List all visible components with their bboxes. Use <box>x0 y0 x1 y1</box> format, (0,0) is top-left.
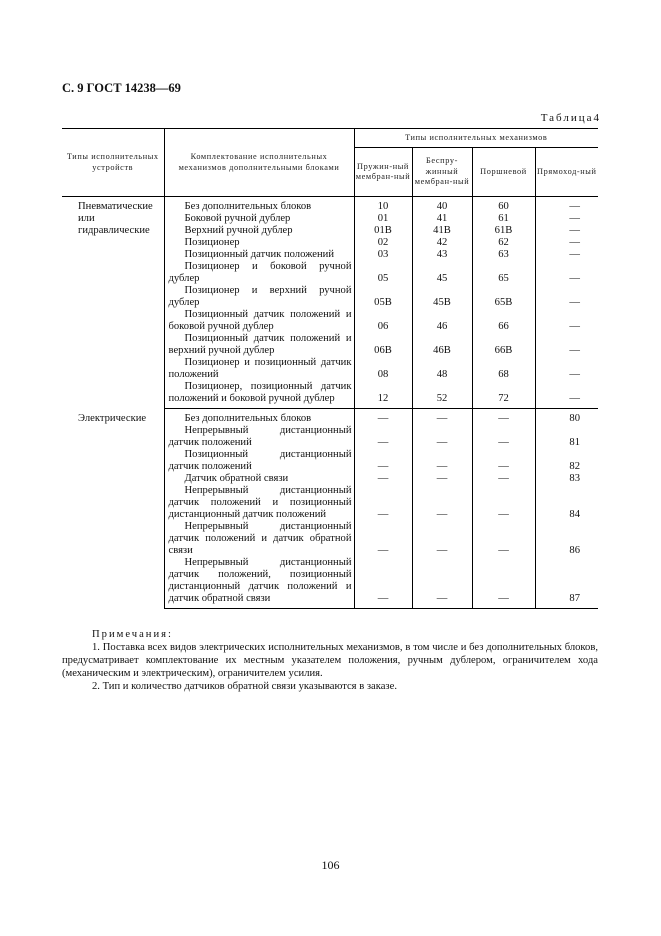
code-cell: 41 <box>412 213 472 225</box>
completion-cell: Позиционер и верхний ручной дублер <box>164 285 354 309</box>
code-cell: 03 <box>354 249 412 261</box>
code-cell: 65 <box>472 261 535 285</box>
code-cell: 63 <box>472 249 535 261</box>
code-cell: — <box>535 225 598 237</box>
code-cell: 06 <box>354 309 412 333</box>
code-cell: 45В <box>412 285 472 309</box>
code-cell: — <box>535 261 598 285</box>
code-cell: 10 <box>354 197 412 214</box>
completion-cell: Позиционный датчик положений <box>164 249 354 261</box>
device-type-cell: Пневматические или гидравлические <box>78 201 153 236</box>
notes <box>62 628 598 693</box>
note-1: 1. Поставка всех видов электрических исполнительных механизмов, в том числе и без дополнительных блоков, предусматривает комплектование их местным указателем положения, ручным дублером, ограничителем хода (механическим и электрическим), ограничителем усилия. <box>62 642 598 679</box>
code-cell: 48 <box>412 357 472 381</box>
code-cell: 05В <box>354 285 412 309</box>
completion-cell: Позиционный датчик положений и верхний ручной дублер <box>164 333 354 357</box>
code-cell: — <box>472 449 535 473</box>
code-cell: — <box>535 357 598 381</box>
completion-cell: Непрерывный дистанционный датчик положений и позиционный дистанционный датчик положений <box>164 485 354 521</box>
header-linear: Прямоход-ный <box>535 148 598 197</box>
table-row <box>62 197 598 214</box>
code-cell: 80 <box>535 409 598 426</box>
code-cell: 81 <box>535 425 598 449</box>
code-cell: — <box>535 309 598 333</box>
header-completion: Комплектование исполнительных механизмов дополнительными блоками <box>164 129 354 197</box>
completion-cell: Без дополнительных блоков <box>164 409 354 426</box>
completion-cell: Позиционный датчик положений и боковой ручной дублер <box>164 309 354 333</box>
completion-cell: Непрерывный дистанционный датчик положений и датчик обратной связи <box>164 521 354 557</box>
code-cell: — <box>412 521 472 557</box>
code-cell: — <box>412 409 472 426</box>
code-cell: 82 <box>535 449 598 473</box>
code-cell: 43 <box>412 249 472 261</box>
completion-cell: Позиционер и позиционный датчик положений <box>164 357 354 381</box>
code-cell: 68 <box>472 357 535 381</box>
completion-cell: Боковой ручной дублер <box>164 213 354 225</box>
code-cell: — <box>354 473 412 485</box>
code-cell: 66 <box>472 309 535 333</box>
code-cell: 66В <box>472 333 535 357</box>
code-cell: 86 <box>535 521 598 557</box>
completion-cell: Позиционер и боковой ручной дублер <box>164 261 354 285</box>
code-cell: — <box>535 197 598 214</box>
table-body <box>62 197 598 609</box>
code-cell: 41В <box>412 225 472 237</box>
code-cell: 52 <box>412 381 472 409</box>
code-cell: — <box>472 425 535 449</box>
header-piston: Поршневой <box>472 148 535 197</box>
note-2: 2. Тип и количество датчиков обратной связи указываются в заказе. <box>92 681 397 692</box>
code-cell: — <box>535 333 598 357</box>
code-cell: 06В <box>354 333 412 357</box>
code-cell: 46В <box>412 333 472 357</box>
code-cell: — <box>472 409 535 426</box>
code-cell: 87 <box>535 557 598 609</box>
table-row <box>62 409 598 426</box>
code-cell: 01 <box>354 213 412 225</box>
code-cell: 83 <box>535 473 598 485</box>
header-spring-membrane: Пружин-ный мембран-ный <box>354 148 412 197</box>
table-label-number: 4 <box>593 112 599 124</box>
code-cell: — <box>354 409 412 426</box>
header-springless-membrane: Беспру-жинный мембран-ный <box>412 148 472 197</box>
code-cell: 65В <box>472 285 535 309</box>
code-cell: — <box>535 249 598 261</box>
code-cell: 72 <box>472 381 535 409</box>
code-cell: 08 <box>354 357 412 381</box>
code-cell: — <box>412 485 472 521</box>
code-cell: — <box>535 381 598 409</box>
code-cell: — <box>354 521 412 557</box>
code-cell: 02 <box>354 237 412 249</box>
code-cell: 12 <box>354 381 412 409</box>
completion-cell: Датчик обратной связи <box>164 473 354 485</box>
code-cell: 05 <box>354 261 412 285</box>
code-cell: 60 <box>472 197 535 214</box>
code-cell: 46 <box>412 309 472 333</box>
code-cell: — <box>535 213 598 225</box>
table-label <box>541 112 599 124</box>
code-cell: — <box>412 557 472 609</box>
notes-title: Примечания: <box>92 629 173 640</box>
completion-cell: Позиционер <box>164 237 354 249</box>
code-cell: — <box>412 425 472 449</box>
header-device-types: Типы исполнительных устройств <box>62 129 164 197</box>
completion-cell: Позиционер, позиционный датчик положений и боковой ручной дублер <box>164 381 354 409</box>
code-cell: — <box>472 557 535 609</box>
code-cell: 45 <box>412 261 472 285</box>
table-label-text: Таблица <box>540 112 594 124</box>
code-cell: 61 <box>472 213 535 225</box>
header-mechanism-types: Типы исполнительных механизмов <box>354 129 598 148</box>
code-cell: — <box>354 485 412 521</box>
code-cell: — <box>354 449 412 473</box>
code-cell: — <box>354 425 412 449</box>
completion-cell: Позиционный дистанционный датчик положений <box>164 449 354 473</box>
code-cell: 84 <box>535 485 598 521</box>
code-cell: — <box>412 473 472 485</box>
code-cell: 01В <box>354 225 412 237</box>
device-type-cell: Электрические <box>78 412 147 424</box>
completion-cell: Верхний ручной дублер <box>164 225 354 237</box>
page-header: С. 9 ГОСТ 14238—69 <box>62 81 181 95</box>
completion-cell: Непрерывный дистанционный датчик положений <box>164 425 354 449</box>
code-cell: 42 <box>412 237 472 249</box>
code-cell: 61В <box>472 225 535 237</box>
page-number: 106 <box>321 858 340 872</box>
code-cell: — <box>472 473 535 485</box>
code-cell: — <box>412 449 472 473</box>
code-cell: — <box>535 237 598 249</box>
code-cell: — <box>472 485 535 521</box>
code-cell: — <box>354 557 412 609</box>
completion-cell: Непрерывный дистанционный датчик положений, позиционный дистанционный датчик положений и датчик обратной связи <box>164 557 354 609</box>
completion-cell: Без дополнительных блоков <box>164 197 354 214</box>
code-cell: 62 <box>472 237 535 249</box>
code-cell: — <box>535 285 598 309</box>
code-cell: — <box>472 521 535 557</box>
code-cell: 40 <box>412 197 472 214</box>
table-4 <box>62 128 598 609</box>
